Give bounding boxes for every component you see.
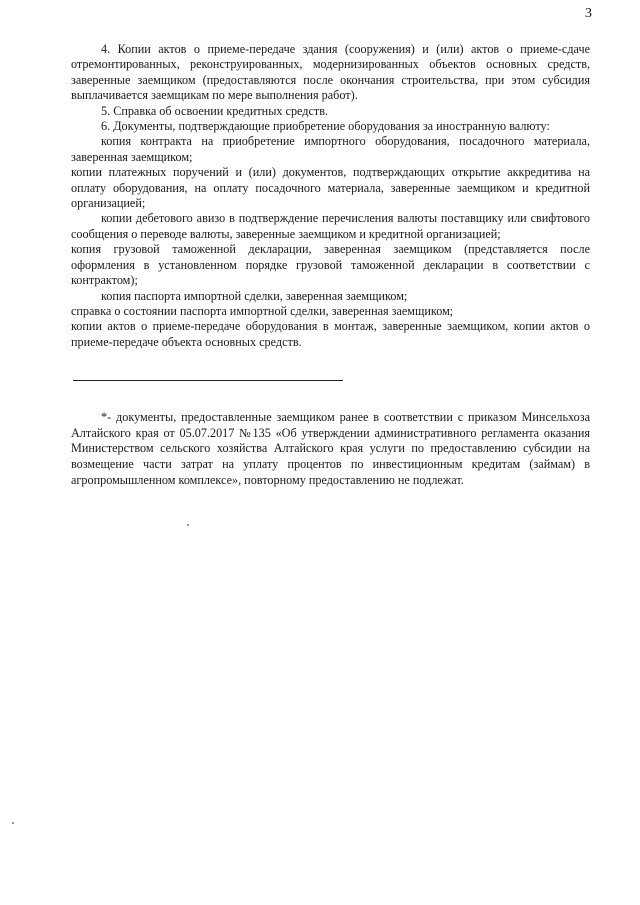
list-item-payment-orders: копии платежных поручений и (или) документов, подтверждающих открытие аккредитива на оплату оборудования, на оплату посадочного материала, заверенные заемщиком и кредитной организацией; [71,165,590,211]
scan-speck [187,524,189,526]
paragraph-item-6: 6. Документы, подтверждающие приобретение оборудования за иностранную валюту: [101,119,550,134]
footnote-text: *- документы, предоставленные заемщиком ранее в соответствии с приказом Минсельхоза Алтайского края от 05.07.2017 №135 «Об утверждении административного регламента оказания Министерством сельского хозяйства Алтайского края услуги по предоставлению субсидии на возмещение части затрат на уплату процентов по инвестиционным кредитам (займам) в агропромышленном комплексе», повторному предоставлению не подлежат. [71,410,590,487]
paragraph-item-4: 4. Копии актов о приеме-передаче здания (сооружения) и (или) актов о приеме-сдаче отремонтированных, реконструированных, модернизированных объектов основных средств, заверенные заемщиком (предоставляются после окончания строительства, при этом субсидия выплачивается заемщикам по мере выполнения работ). [71,42,590,103]
list-item-passport-status: справка о состоянии паспорта импортной сделки, заверенная заемщиком; [71,303,454,318]
scan-speck [12,822,14,824]
list-item-import-passport: копия паспорта импортной сделки, заверенная заемщиком; [101,288,408,303]
page-number: 3 [585,6,592,21]
list-item-customs-declaration: копия грузовой таможенной декларации, заверенная заемщиком (представляется после оформления в установленном порядке грузовой таможенной декларации в соответствии с контрактом); [71,242,590,288]
footnote-separator [73,380,343,381]
document-body [71,42,590,350]
paragraph-item-5: 5. Справка об освоении кредитных средств. [101,103,329,118]
list-item-debit-advice: копии дебетового авизо в подтверждение перечисления валюты поставщику или свифтового сообщения о переводе валюты, заверенные заемщиком и кредитной организацией; [71,211,590,241]
list-item-acceptance-acts: копии актов о приеме-передаче оборудования в монтаж, заверенные заемщиком, копии актов о приеме-передаче объекта основных средств. [71,319,590,349]
list-item-contract-copy: копия контракта на приобретение импортного оборудования, посадочного материала, заверенная заемщиком; [71,134,590,164]
